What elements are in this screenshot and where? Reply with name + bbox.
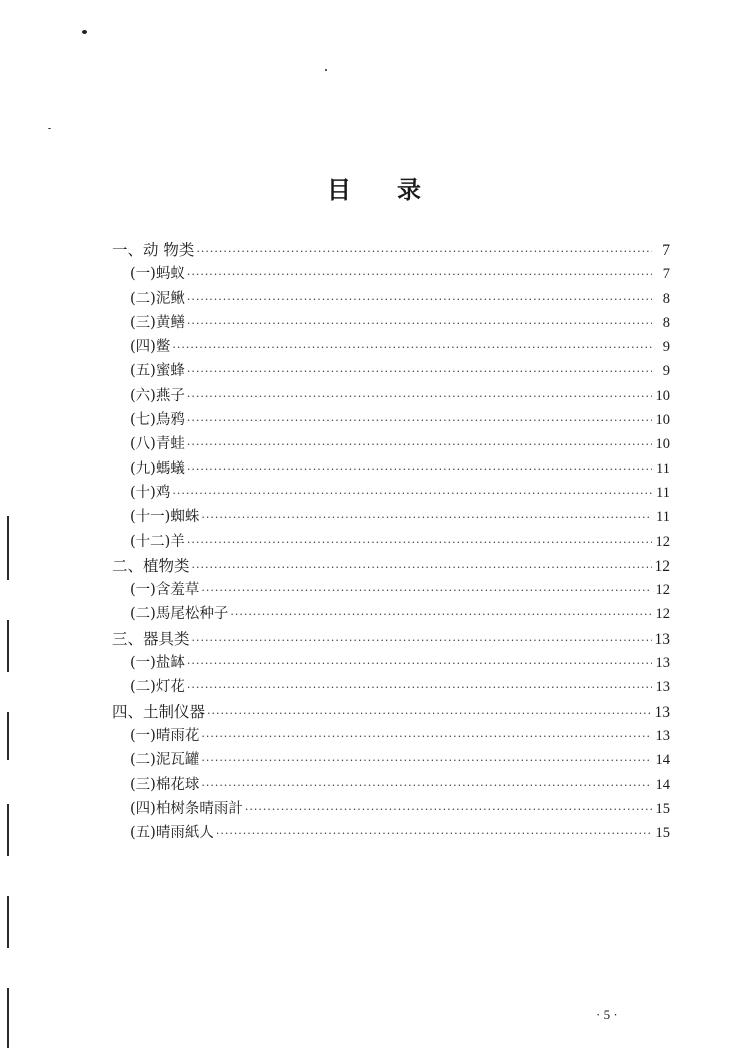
page-number: · 5 ·	[596, 1007, 618, 1022]
toc-subentry	[112, 335, 670, 359]
scan-edge-mark	[7, 712, 9, 760]
toc-entry-page: 9	[662, 363, 670, 380]
toc-entry-label: (一)晴雨花	[130, 727, 200, 744]
toc-entry-page: 14	[655, 776, 670, 793]
scan-speck	[48, 128, 51, 129]
toc-entry-label: (二)泥瓦罐	[130, 752, 200, 769]
scan-edge-mark	[7, 620, 9, 672]
dot-leader	[201, 579, 652, 603]
toc-entry-label: (三)棉花球	[130, 776, 200, 793]
title-char-2: 录	[397, 175, 423, 204]
toc-subentry	[112, 384, 670, 408]
toc-subentry	[112, 578, 670, 602]
toc-entry-page: 8	[662, 314, 670, 331]
toc-subentry	[112, 432, 670, 456]
toc-subentry	[112, 287, 670, 311]
toc-entry-page: 12	[655, 606, 670, 623]
toc-subentry	[112, 797, 670, 821]
scan-edge-mark	[7, 804, 9, 856]
toc-subentry	[112, 748, 670, 772]
toc-section-entry	[112, 238, 670, 262]
dot-leader	[187, 360, 652, 384]
dot-leader	[172, 336, 652, 360]
dot-leader	[187, 288, 652, 312]
toc-entry-label: (七)鳥鸦	[130, 412, 185, 429]
dot-leader	[187, 409, 652, 433]
dot-leader	[192, 556, 652, 580]
toc-entry-page: 12	[655, 582, 670, 599]
toc-subentry	[112, 408, 670, 432]
toc-entry-label: (五)晴雨紙人	[130, 825, 214, 842]
dot-leader	[187, 652, 652, 676]
dot-leader	[187, 433, 652, 457]
toc-subentry	[112, 311, 670, 335]
toc-entry-label: (六)燕子	[130, 387, 185, 404]
toc-subentry	[112, 724, 670, 748]
toc-entry-page: 10	[655, 436, 670, 453]
toc-entry-label: (二)泥鳅	[130, 290, 185, 307]
toc-entry-page: 13	[655, 655, 670, 672]
dot-leader	[201, 506, 652, 530]
toc-entry-page: 11	[656, 460, 670, 477]
toc-entry-label: (十)鸡	[130, 484, 171, 501]
toc-entry-label: (一)蚂蚁	[130, 266, 185, 283]
dot-leader	[187, 531, 652, 555]
toc-entry-page: 13	[655, 679, 670, 696]
toc-entry-page: 12	[655, 533, 670, 550]
toc-entry-label: (一)含羞草	[130, 582, 200, 599]
dot-leader	[245, 798, 652, 822]
dot-leader	[187, 385, 652, 409]
toc-entry-label: (五)蜜蜂	[130, 363, 185, 380]
toc-entry-label: (二)灯花	[130, 679, 185, 696]
dot-leader	[207, 702, 652, 726]
dot-leader	[230, 603, 652, 627]
toc-entry-page: 15	[655, 825, 670, 842]
toc-subentry	[112, 773, 670, 797]
dot-leader	[201, 725, 652, 749]
toc-subentry	[112, 675, 670, 699]
toc-section-entry	[112, 700, 670, 724]
toc-subentry	[112, 262, 670, 286]
dot-leader	[187, 263, 652, 287]
toc-entry-page: 7	[662, 242, 670, 259]
toc-entry-page: 13	[654, 703, 670, 721]
toc-subentry	[112, 651, 670, 675]
toc-entry-label: 三、器具类	[112, 629, 190, 648]
toc-entry-label: 一、动 物类	[112, 241, 195, 259]
toc-entry-page: 10	[655, 387, 670, 404]
toc-entry-page: 7	[662, 266, 670, 283]
toc-entry-page: 14	[655, 752, 670, 769]
scan-edge-mark	[7, 988, 9, 1048]
toc-entry-page: 11	[656, 484, 670, 501]
toc-entry-label: 四、土制仪器	[112, 702, 206, 721]
toc-entry-page: 13	[654, 630, 670, 648]
toc-entry-label: (八)青蛙	[130, 436, 185, 453]
dot-leader	[192, 629, 652, 653]
toc-entry-label: 二、植物类	[112, 556, 190, 575]
scan-speck	[325, 69, 327, 71]
dot-leader	[187, 676, 652, 700]
dot-leader	[216, 822, 652, 846]
scan-speck	[82, 30, 87, 34]
toc-entry-page: 15	[655, 800, 670, 817]
toc-section-entry	[112, 554, 670, 578]
toc-entry-label: (三)黄鳝	[130, 314, 185, 331]
toc-section-entry	[112, 627, 670, 651]
dot-leader	[201, 774, 652, 798]
toc-entry-label: (四)鳖	[130, 339, 171, 356]
toc-subentry	[112, 481, 670, 505]
dot-leader	[172, 482, 652, 506]
toc-subentry	[112, 602, 670, 626]
toc-subentry	[112, 505, 670, 529]
toc-entry-page: 12	[654, 557, 670, 575]
toc-subentry	[112, 359, 670, 383]
toc-entry-page: 10	[655, 412, 670, 429]
toc-entry-label: (十一)蜘蛛	[130, 509, 200, 526]
toc-entry-label: (四)柏树条晴雨計	[130, 800, 243, 817]
toc-entry-page: 9	[662, 339, 670, 356]
toc-entry-page: 13	[655, 727, 670, 744]
toc-subentry	[112, 457, 670, 481]
page-title	[0, 170, 750, 205]
toc-entry-label: (九)螞蟻	[130, 460, 185, 477]
title-char-1: 目	[327, 175, 353, 204]
scan-edge-mark	[7, 896, 9, 948]
toc-entry-label: (十二)羊	[130, 533, 185, 550]
dot-leader	[187, 312, 652, 336]
toc-entry-page: 11	[656, 509, 670, 526]
dot-leader	[196, 240, 652, 264]
toc-subentry	[112, 530, 670, 554]
dot-leader	[187, 458, 652, 482]
toc-subentry	[112, 821, 670, 845]
dot-leader	[201, 749, 652, 773]
scan-edge-mark	[7, 516, 9, 580]
toc-entry-label: (二)馬尾松种子	[130, 606, 229, 623]
table-of-contents	[112, 238, 670, 845]
toc-entry-page: 8	[662, 290, 670, 307]
toc-entry-label: (一)盐缽	[130, 655, 185, 672]
